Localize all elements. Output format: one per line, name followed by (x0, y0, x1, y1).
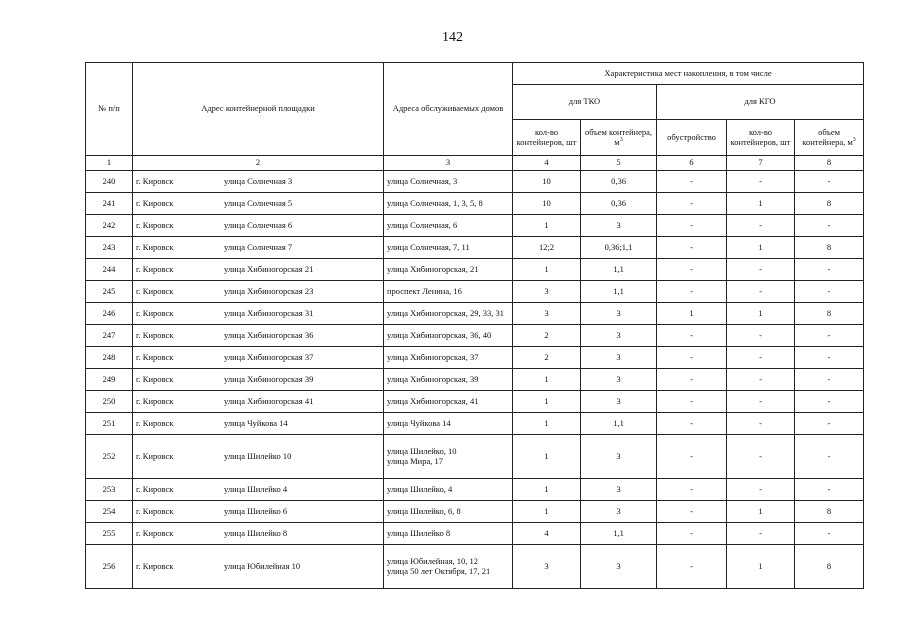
table-row (86, 347, 864, 369)
row-number-cell: 241 (86, 193, 133, 215)
row-number-cell: 254 (86, 501, 133, 523)
kgo-equipment-cell: - (657, 281, 727, 303)
tko-count-cell: 1 (513, 479, 581, 501)
served-houses-cell: улица Хибиногорская, 37 (384, 347, 513, 369)
served-houses-cell: улица Хибиногорская, 41 (384, 391, 513, 413)
table-row (86, 501, 864, 523)
site-address-cell (133, 325, 384, 347)
table-row (86, 479, 864, 501)
tko-count-cell: 1 (513, 259, 581, 281)
row-number-cell: 256 (86, 545, 133, 589)
tko-volume-cell: 3 (581, 215, 657, 237)
city-name: г. Кировск (136, 197, 174, 208)
site-address-cell (133, 369, 384, 391)
row-number-cell: 244 (86, 259, 133, 281)
city-name: г. Кировск (136, 417, 174, 428)
kgo-volume-cell: - (795, 215, 864, 237)
site-address-cell (133, 303, 384, 325)
kgo-equipment-cell: - (657, 523, 727, 545)
site-address (136, 265, 380, 274)
tko-count-cell: 1 (513, 369, 581, 391)
index-cell: 1 (86, 156, 133, 171)
table-row (86, 171, 864, 193)
index-cell: 4 (513, 156, 581, 171)
kgo-equipment-cell: - (657, 237, 727, 259)
tko-volume-cell: 3 (581, 347, 657, 369)
index-cell: 3 (384, 156, 513, 171)
site-address-cell (133, 347, 384, 369)
kgo-equipment-cell: - (657, 193, 727, 215)
kgo-count-cell: 1 (727, 501, 795, 523)
city-name: г. Кировск (136, 450, 174, 461)
kgo-equipment-cell: - (657, 413, 727, 435)
table-row (86, 523, 864, 545)
served-houses-cell: улица Хибиногорская, 21 (384, 259, 513, 281)
site-address-cell (133, 215, 384, 237)
row-number-cell: 255 (86, 523, 133, 545)
street-name: улица Шилейко 4 (224, 483, 288, 494)
tko-volume-cell: 0,36;1,1 (581, 237, 657, 259)
city-name: г. Кировск (136, 241, 174, 252)
site-address-cell (133, 281, 384, 303)
tko-volume-cell: 1,1 (581, 259, 657, 281)
street-name: улица Хибиногорская 39 (224, 373, 314, 384)
city-name: г. Кировск (136, 483, 174, 494)
tko-volume-cell: 3 (581, 435, 657, 479)
row-number-cell: 245 (86, 281, 133, 303)
street-name: улица Хибиногорская 31 (224, 307, 314, 318)
site-address (136, 397, 380, 406)
table-row (86, 281, 864, 303)
table-row (86, 369, 864, 391)
street-name: улица Солнечная 5 (224, 197, 293, 208)
index-cell: 2 (133, 156, 384, 171)
site-address (136, 507, 380, 516)
street-name: улица Хибиногорская 37 (224, 351, 314, 362)
site-address (136, 287, 380, 296)
city-name: г. Кировск (136, 351, 174, 362)
site-address (136, 485, 380, 494)
street-name: улица Хибиногорская 36 (224, 329, 314, 340)
kgo-equipment-cell: - (657, 501, 727, 523)
tko-count-cell: 1 (513, 215, 581, 237)
tko-count-cell: 3 (513, 303, 581, 325)
served-houses-cell: улица Шилейко 8 (384, 523, 513, 545)
street-name: улица Хибиногорская 23 (224, 285, 314, 296)
row-number-cell: 248 (86, 347, 133, 369)
kgo-volume-cell: - (795, 523, 864, 545)
kgo-equipment-header: обустройство (657, 120, 727, 156)
kgo-count-header: кол-во контейнеров, шт (727, 120, 795, 156)
city-name: г. Кировск (136, 307, 174, 318)
tko-count-cell: 1 (513, 391, 581, 413)
street-name: улица Юбилейная 10 (224, 560, 301, 571)
table-row (86, 413, 864, 435)
served-houses-cell: улица Шилейко, 4 (384, 479, 513, 501)
tko-volume-cell: 3 (581, 391, 657, 413)
served-houses-cell: улица Юбилейная, 10, 12 улица 50 лет Октября, 17, 21 (384, 545, 513, 589)
site-address (136, 221, 380, 230)
tko-volume-header: объем контейнера, $м^3$ (581, 120, 657, 156)
city-name: г. Кировск (136, 263, 174, 274)
container-sites-table (85, 62, 864, 589)
col-houses-header: Адреса обслуживаемых домов (384, 63, 513, 156)
col-num-header: № п/п (86, 63, 133, 156)
street-name: улица Хибиногорская 41 (224, 395, 314, 406)
street-name: улица Шилейко 8 (224, 527, 288, 538)
kgo-volume-cell: - (795, 325, 864, 347)
kgo-count-cell: - (727, 347, 795, 369)
tko-volume-cell: 3 (581, 501, 657, 523)
tko-count-cell: 10 (513, 193, 581, 215)
site-address-cell (133, 523, 384, 545)
row-number-cell: 242 (86, 215, 133, 237)
table-row (86, 193, 864, 215)
table-row (86, 325, 864, 347)
tko-count-cell: 2 (513, 347, 581, 369)
kgo-count-cell: - (727, 171, 795, 193)
street-name: улица Солнечная 6 (224, 219, 293, 230)
city-name: г. Кировск (136, 527, 174, 538)
kgo-count-cell: 1 (727, 545, 795, 589)
index-cell: 8 (795, 156, 864, 171)
site-address-cell (133, 435, 384, 479)
kgo-count-cell: 1 (727, 237, 795, 259)
kgo-volume-cell: 8 (795, 545, 864, 589)
kgo-volume-cell: - (795, 479, 864, 501)
kgo-group-header: для КГО (657, 85, 864, 120)
tko-volume-cell: 1,1 (581, 413, 657, 435)
served-houses-cell: улица Солнечная, 1, 3, 5, 8 (384, 193, 513, 215)
kgo-volume-header: объем контейнера, $м^3$ (795, 120, 864, 156)
kgo-count-cell: - (727, 259, 795, 281)
kgo-count-cell: - (727, 413, 795, 435)
served-houses-cell: улица Солнечная, 3 (384, 171, 513, 193)
street-name: улица Шилейко 6 (224, 505, 288, 516)
site-address (136, 243, 380, 252)
kgo-count-cell: - (727, 391, 795, 413)
column-index-row (86, 156, 864, 171)
site-address-cell (133, 545, 384, 589)
index-cell: 7 (727, 156, 795, 171)
index-cell: 6 (657, 156, 727, 171)
kgo-equipment-cell: - (657, 347, 727, 369)
row-number-cell: 240 (86, 171, 133, 193)
row-number-cell: 249 (86, 369, 133, 391)
served-houses-cell: улица Шилейко, 10 улица Мира, 17 (384, 435, 513, 479)
row-number-cell: 243 (86, 237, 133, 259)
site-address-cell (133, 259, 384, 281)
kgo-count-cell: 1 (727, 193, 795, 215)
table-row (86, 215, 864, 237)
kgo-volume-cell: 8 (795, 303, 864, 325)
site-address-cell (133, 501, 384, 523)
tko-count-cell: 1 (513, 501, 581, 523)
tko-volume-cell: 1,1 (581, 281, 657, 303)
tko-count-cell: 4 (513, 523, 581, 545)
served-houses-cell: улица Хибиногорская, 39 (384, 369, 513, 391)
kgo-volume-cell: - (795, 259, 864, 281)
kgo-volume-cell: - (795, 391, 864, 413)
site-address (136, 529, 380, 538)
kgo-count-cell: - (727, 435, 795, 479)
kgo-equipment-cell: - (657, 259, 727, 281)
kgo-equipment-cell: - (657, 435, 727, 479)
city-name: г. Кировск (136, 285, 174, 296)
kgo-volume-cell: 8 (795, 193, 864, 215)
page-number: 142 (442, 30, 463, 45)
city-name: г. Кировск (136, 395, 174, 406)
site-address-cell (133, 171, 384, 193)
kgo-count-cell: - (727, 325, 795, 347)
kgo-equipment-cell: - (657, 369, 727, 391)
tko-count-cell: 1 (513, 435, 581, 479)
kgo-volume-cell: - (795, 435, 864, 479)
kgo-equipment-cell: - (657, 171, 727, 193)
tko-volume-cell: 3 (581, 545, 657, 589)
kgo-volume-cell: - (795, 347, 864, 369)
tko-count-cell: 12;2 (513, 237, 581, 259)
kgo-equipment-cell: 1 (657, 303, 727, 325)
served-houses-cell: проспект Ленина, 16 (384, 281, 513, 303)
served-houses-cell: улица Солнечная, 7, 11 (384, 237, 513, 259)
tko-count-cell: 1 (513, 413, 581, 435)
col-address-header: Адрес контейнерной площадки (133, 63, 384, 156)
tko-volume-cell: 3 (581, 369, 657, 391)
street-name: улица Хибиногорская 21 (224, 263, 314, 274)
table-row (86, 391, 864, 413)
site-address (136, 562, 380, 571)
served-houses-cell: улица Солнечная, 6 (384, 215, 513, 237)
tko-count-cell: 2 (513, 325, 581, 347)
street-name: улица Солнечная 7 (224, 241, 293, 252)
kgo-equipment-cell: - (657, 215, 727, 237)
site-address-cell (133, 479, 384, 501)
street-name: улица Солнечная 3 (224, 175, 293, 186)
tko-volume-cell: 3 (581, 325, 657, 347)
kgo-count-cell: 1 (727, 303, 795, 325)
site-address (136, 331, 380, 340)
row-number-cell: 246 (86, 303, 133, 325)
site-address (136, 309, 380, 318)
tko-count-header: кол-во контейнеров, шт (513, 120, 581, 156)
tko-group-header: для ТКО (513, 85, 657, 120)
tko-volume-cell: 1,1 (581, 523, 657, 545)
served-houses-cell: улица Хибиногорская, 36, 40 (384, 325, 513, 347)
street-name: улица Чуйкова 14 (224, 417, 288, 428)
table-row (86, 435, 864, 479)
table-row (86, 303, 864, 325)
served-houses-cell: улица Чуйкова 14 (384, 413, 513, 435)
site-address-cell (133, 413, 384, 435)
kgo-count-cell: - (727, 369, 795, 391)
site-address-cell (133, 237, 384, 259)
kgo-volume-cell: - (795, 369, 864, 391)
kgo-equipment-cell: - (657, 325, 727, 347)
served-houses-cell: улица Хибиногорская, 29, 33, 31 (384, 303, 513, 325)
kgo-equipment-cell: - (657, 545, 727, 589)
site-address-cell (133, 391, 384, 413)
kgo-volume-cell: - (795, 281, 864, 303)
kgo-count-cell: - (727, 215, 795, 237)
tko-volume-cell: 3 (581, 303, 657, 325)
site-address (136, 199, 380, 208)
row-number-cell: 250 (86, 391, 133, 413)
kgo-volume-cell: - (795, 171, 864, 193)
kgo-volume-cell: 8 (795, 501, 864, 523)
kgo-equipment-cell: - (657, 391, 727, 413)
index-cell: 5 (581, 156, 657, 171)
row-number-cell: 252 (86, 435, 133, 479)
kgo-count-cell: - (727, 281, 795, 303)
row-number-cell: 251 (86, 413, 133, 435)
site-address (136, 353, 380, 362)
table-row (86, 237, 864, 259)
kgo-volume-cell: 8 (795, 237, 864, 259)
served-houses-cell: улица Шилейко, 6, 8 (384, 501, 513, 523)
row-number-cell: 253 (86, 479, 133, 501)
characteristics-header: Характеристика мест накопления, в том числе (513, 63, 864, 85)
city-name: г. Кировск (136, 505, 174, 516)
tko-volume-cell: 0,36 (581, 171, 657, 193)
site-address (136, 177, 380, 186)
kgo-count-cell: - (727, 523, 795, 545)
tko-count-cell: 3 (513, 281, 581, 303)
city-name: г. Кировск (136, 219, 174, 230)
tko-volume-cell: 0,36 (581, 193, 657, 215)
kgo-equipment-cell: - (657, 479, 727, 501)
site-address-cell (133, 193, 384, 215)
city-name: г. Кировск (136, 560, 174, 571)
table-row (86, 259, 864, 281)
kgo-volume-cell: - (795, 413, 864, 435)
tko-count-cell: 3 (513, 545, 581, 589)
table-row (86, 545, 864, 589)
site-address (136, 452, 380, 461)
city-name: г. Кировск (136, 175, 174, 186)
city-name: г. Кировск (136, 373, 174, 384)
row-number-cell: 247 (86, 325, 133, 347)
tko-volume-cell: 3 (581, 479, 657, 501)
kgo-count-cell: - (727, 479, 795, 501)
site-address (136, 375, 380, 384)
site-address (136, 419, 380, 428)
tko-count-cell: 10 (513, 171, 581, 193)
city-name: г. Кировск (136, 329, 174, 340)
street-name: улица Шилейко 10 (224, 450, 292, 461)
